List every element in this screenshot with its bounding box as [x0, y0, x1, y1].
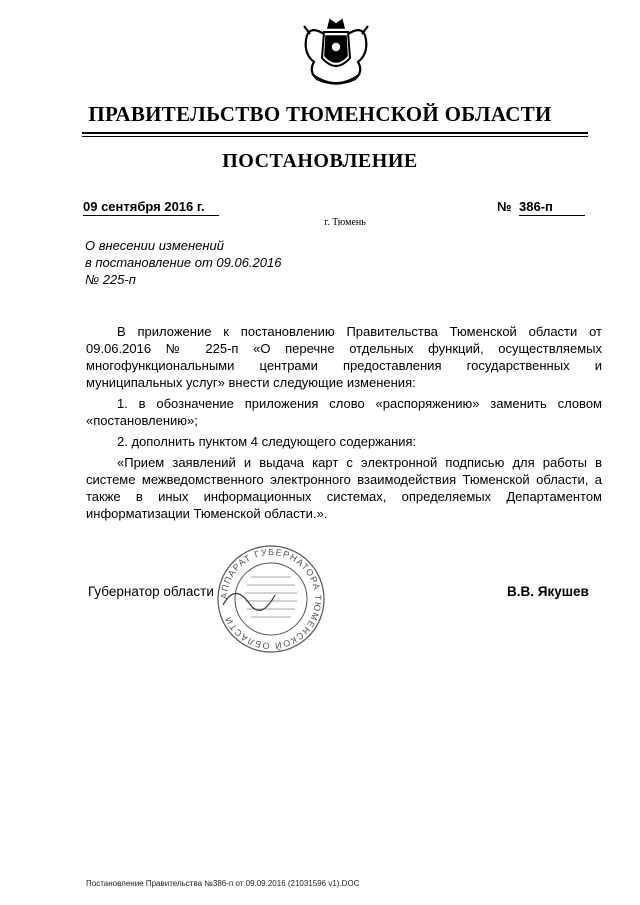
- document-type: ПОСТАНОВЛЕНИЕ: [222, 150, 418, 172]
- signer-name: В.В. Якушев: [507, 584, 589, 599]
- body-paragraph: 2. дополнить пунктом 4 следующего содержания:: [117, 434, 417, 449]
- body-paragraph: «Прием заявлений и выдача карт с электронной подписью для работы в системе межведомственного электронного взаимодействия Тюменской области, а также в иных информационных системах, определяемых Департаментом информатизации Тюменской области.».: [86, 455, 602, 521]
- document-footer: Постановление Правительства №386-п от 09.09.2016 (21031596 v1).DOC: [86, 879, 360, 888]
- coat-of-arms-icon: [294, 14, 378, 98]
- body-paragraph: В приложение к постановлению Правительства Тюменской области от 09.06.2016 № 225-п «О перечне отдельных функций, осуществляемых многофункциональными центрами предоставления государственных и муниципальных услуг» внести следующие изменения:: [86, 324, 602, 390]
- document-number: 386-п: [519, 199, 585, 216]
- document-subject: [85, 237, 281, 288]
- document-number-label: №: [497, 199, 512, 214]
- signer-role: Губернатор области: [88, 584, 214, 599]
- subject-line: № 225-п: [85, 272, 136, 287]
- stamp-ring-text: АППАРАТ ГУБЕРНАТОРА ТЮМЕНСКОЙ ОБЛАСТИ: [218, 546, 324, 652]
- official-stamp: [215, 543, 327, 655]
- title-divider: [82, 132, 588, 137]
- body-paragraph: 1. в обозначение приложения слово «распоряжению» заменить словом «постановлению»;: [86, 396, 602, 428]
- subject-line: О внесении изменений: [85, 238, 224, 253]
- organization-title: ПРАВИТЕЛЬСТВО ТЮМЕНСКОЙ ОБЛАСТИ: [88, 102, 552, 126]
- subject-line: в постановление от 09.06.2016: [85, 255, 282, 270]
- document-date: 09 сентября 2016 г.: [83, 199, 219, 216]
- document-body: [86, 323, 602, 526]
- document-city: г. Тюмень: [324, 217, 366, 228]
